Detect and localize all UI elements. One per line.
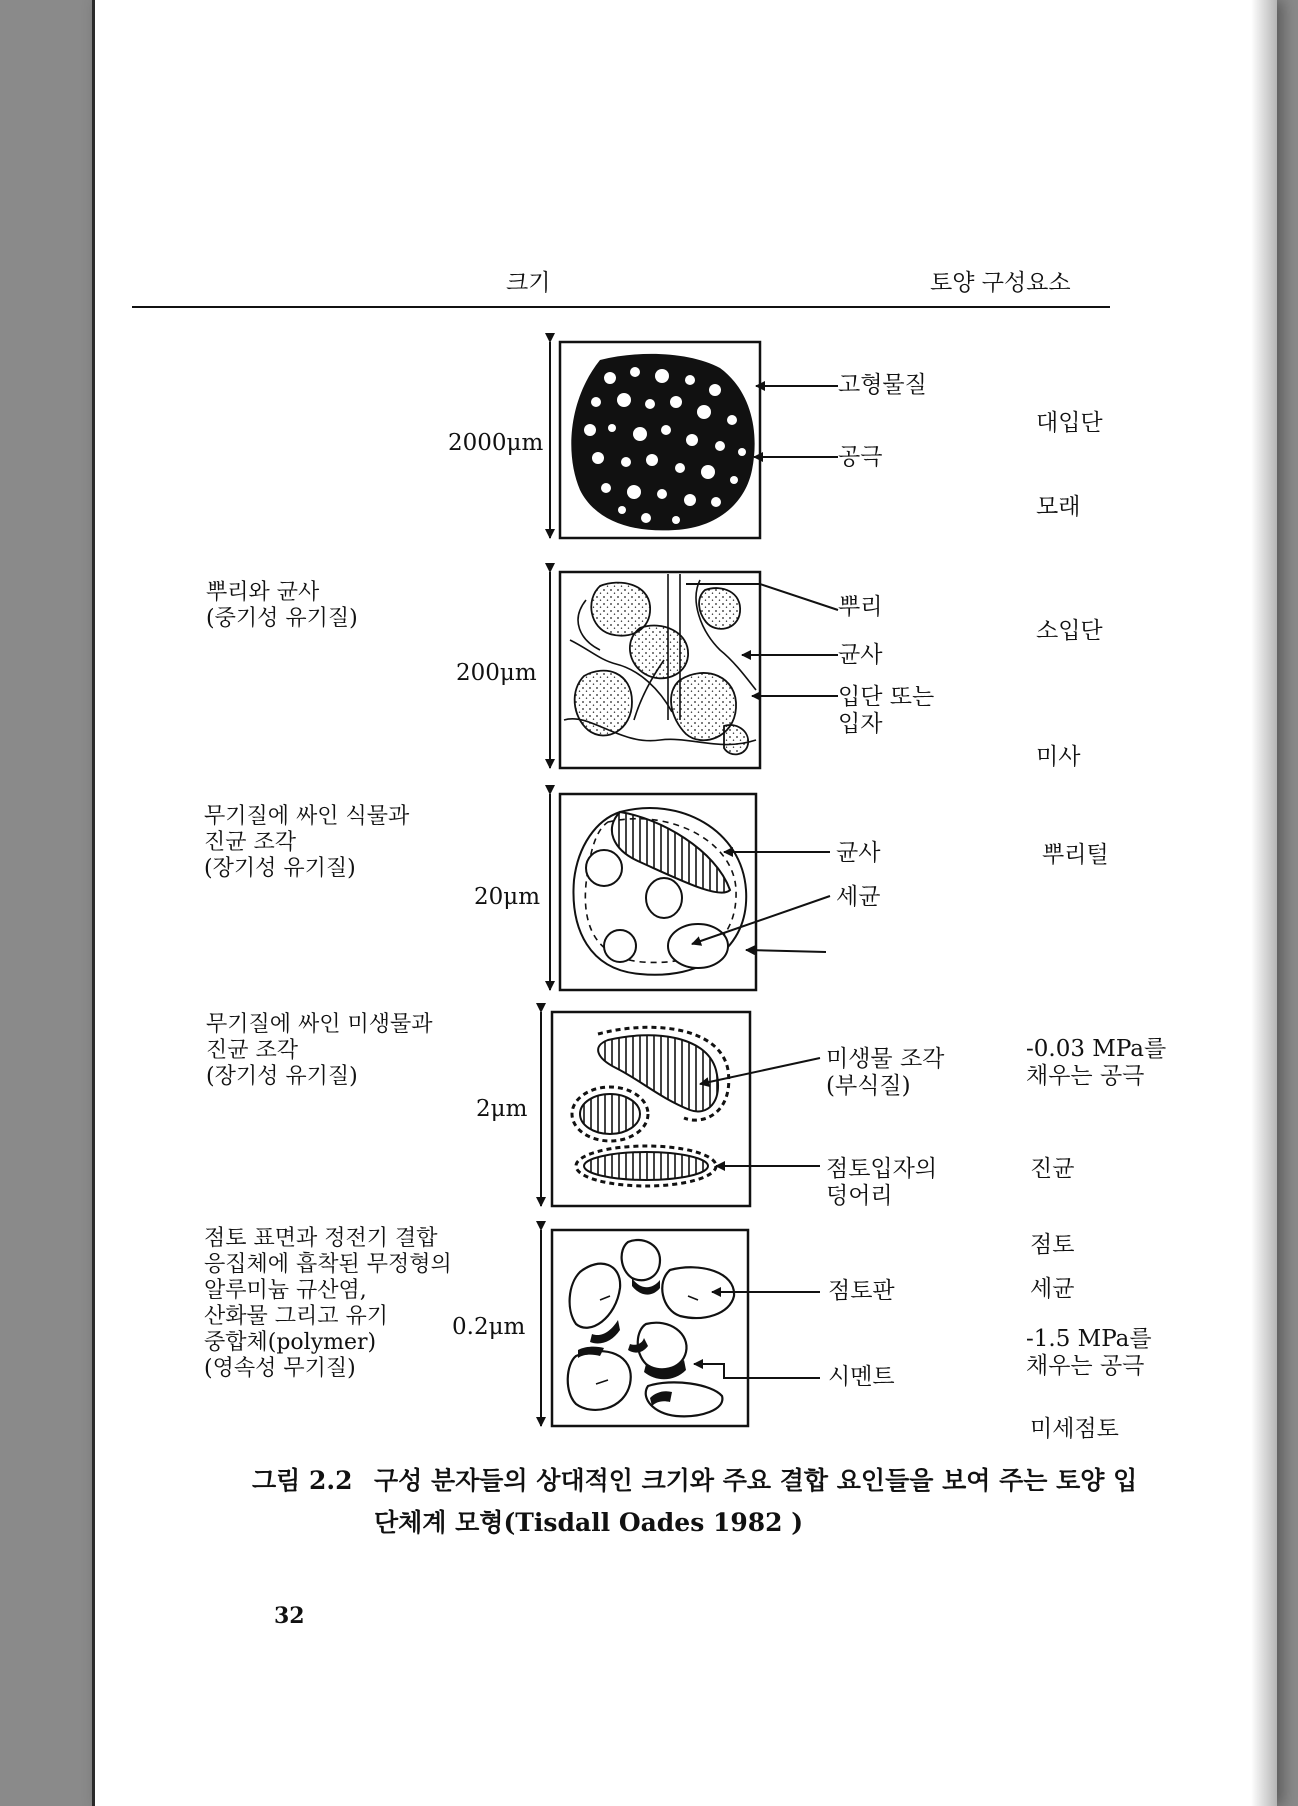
term-macroaggregate: 대입단	[1036, 410, 1103, 436]
size-label-0-2um: 0.2μm	[452, 1314, 526, 1340]
callout-clay-plate: 점토판	[828, 1278, 895, 1304]
microbial-debris-illustration	[552, 1012, 820, 1206]
term-microaggregate: 소입단	[1036, 618, 1103, 644]
term-root-hair: 뿌리털	[1042, 842, 1109, 868]
term-clay: 점토	[1030, 1232, 1075, 1258]
term-pore-1-5mpa: -1.5 MPa를 채우는 공극	[1026, 1326, 1152, 1380]
page-number: 32	[274, 1603, 305, 1629]
size-label-20um: 20μm	[474, 884, 541, 910]
term-bacteria: 세균	[1030, 1276, 1075, 1302]
term-fine-clay: 미세점토	[1030, 1416, 1119, 1442]
caption-label: 그림 2.2	[252, 1466, 353, 1495]
callout-microbial-debris-humus: 미생물 조각 (부식질)	[826, 1046, 945, 1100]
callout-solid-matter: 고형물질	[838, 372, 927, 398]
callout-hyphae-2: 균사	[836, 840, 881, 866]
encrusted-debris-illustration	[560, 794, 830, 990]
callout-cement: 시멘트	[828, 1364, 895, 1390]
left-desc-plant-fungal-debris: 무기질에 싸인 식물과 진균 조각 (장기성 유기질)	[204, 804, 410, 881]
macroaggregate-illustration	[560, 342, 838, 538]
callout-bacteria: 세균	[836, 884, 881, 910]
caption-line-2: 단체계 모형(Tisdall Oades 1982 )	[374, 1508, 804, 1537]
callout-pore: 공극	[838, 444, 883, 470]
caption-line-1: 구성 분자들의 상대적인 크기와 주요 결합 요인들을 보여 주는 토양 입	[374, 1466, 1138, 1495]
size-label-2um: 2μm	[476, 1096, 528, 1122]
callout-hyphae: 균사	[838, 642, 883, 668]
term-fungi: 진균	[1030, 1156, 1075, 1182]
header-size-column: 크기	[506, 270, 551, 296]
term-pore-0-03mpa: -0.03 MPa를 채우는 공극	[1026, 1036, 1167, 1090]
size-scale-arrows	[541, 342, 550, 1426]
term-sand: 모래	[1036, 494, 1081, 520]
size-label-200um: 200μm	[456, 660, 537, 686]
callout-root: 뿌리	[838, 594, 883, 620]
callout-aggregate-or-particle: 입단 또는 입자	[838, 684, 935, 738]
left-desc-microbial-debris: 무기질에 싸인 미생물과 진균 조각 (장기성 유기질)	[206, 1012, 433, 1089]
term-silt: 미사	[1036, 744, 1081, 770]
header-component-column: 토양 구성요소	[930, 270, 1071, 296]
left-desc-roots-hyphae: 뿌리와 균사 (중기성 유기질)	[206, 580, 358, 631]
size-label-2000um: 2000μm	[448, 430, 544, 456]
clay-plates-illustration	[552, 1230, 820, 1426]
callout-clay-particle-cluster: 점토입자의 덩어리	[826, 1156, 938, 1210]
left-desc-clay-bonding: 점토 표면과 정전기 결합 응집체에 흡착된 무정형의 알루미늄 규산염, 산화물 그리고 유기 중합체(polymer) (영속성 무기질)	[204, 1226, 452, 1381]
microaggregate-illustration	[560, 572, 838, 768]
